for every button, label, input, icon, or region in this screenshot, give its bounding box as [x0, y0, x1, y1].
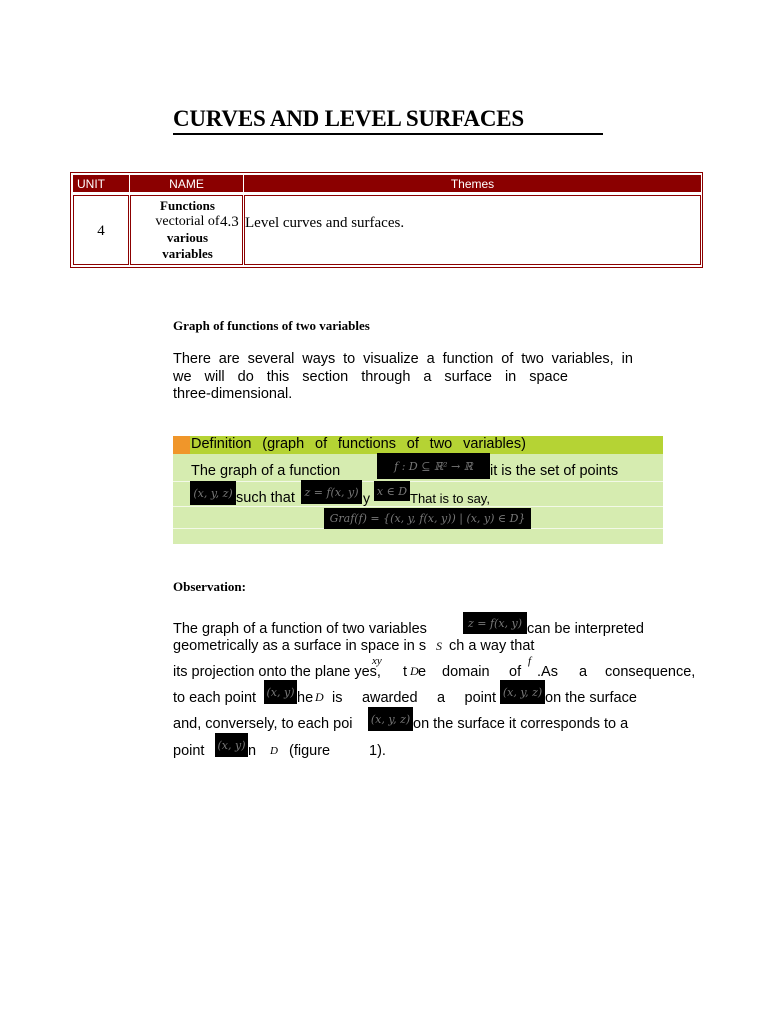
word: section [302, 369, 349, 385]
definition-text: That is to say, [410, 491, 490, 506]
math-symbol: D [410, 664, 419, 678]
formula-image: (x, y, z) [190, 481, 236, 505]
page-title: CURVES AND LEVEL SURFACES [173, 106, 603, 135]
math-symbol: S [436, 639, 442, 653]
word: function [442, 351, 494, 367]
word: visualize [363, 351, 419, 367]
definition-title [191, 436, 526, 453]
observation-text: to each point [173, 690, 257, 706]
word: functions [337, 436, 396, 452]
observation-text: point [173, 743, 205, 759]
formula-image: z = f(x, y) [301, 480, 362, 504]
word: two [521, 351, 544, 367]
unit-cell [73, 195, 129, 265]
observation-text: domain [442, 664, 490, 680]
observation-text: a [579, 664, 588, 680]
unit-number: 4 [97, 223, 105, 239]
formula-image: x ∈ D [374, 481, 410, 501]
observation-text: t [403, 664, 408, 680]
observation-words [332, 690, 496, 707]
observation-text: geometrically as a surface in space in s [173, 638, 427, 654]
observation-text: (figure [289, 743, 331, 759]
word: surface [444, 369, 492, 385]
name-line: Functions [160, 198, 215, 213]
theme-number: 4.3 [220, 214, 239, 230]
formula-image: (x, y) [215, 733, 248, 757]
section-heading: Graph of functions of two variables [173, 318, 370, 333]
word: we [173, 369, 192, 385]
math-symbol: D [270, 745, 278, 757]
word: a [437, 690, 446, 706]
word: ways [302, 351, 336, 367]
observation-text: on the surface it corresponds to a [413, 716, 629, 732]
math-symbol: D [315, 690, 324, 704]
formula-image: (x, y, z) [500, 680, 545, 704]
word: is [332, 690, 343, 706]
observation-text: its projection onto the plane yes, [173, 664, 381, 680]
word: through [361, 369, 411, 385]
word: variables) [463, 436, 526, 452]
word: are [218, 351, 240, 367]
word: in [504, 369, 517, 385]
word: variables, [551, 351, 614, 367]
observation-text: .As [537, 664, 558, 680]
word: space [529, 369, 568, 385]
definition-text: such that [236, 490, 295, 506]
definition-text: y [363, 490, 370, 506]
header-themes: Themes [244, 175, 701, 192]
formula-image: (x, y) [264, 680, 297, 704]
definition-rule [173, 481, 663, 482]
word: this [266, 369, 290, 385]
header-unit: UNIT [73, 175, 129, 192]
word: to [343, 351, 356, 367]
formula-image: z = f(x, y) [463, 612, 527, 634]
header-name: NAME [130, 175, 243, 192]
observation-text: consequence, [605, 664, 696, 680]
observation-heading: Observation: [173, 579, 246, 594]
word: (graph [262, 436, 305, 452]
word: of [406, 436, 419, 452]
name-line: vectorial of [155, 214, 220, 229]
math-symbol: xy [372, 655, 382, 667]
themes-cell [244, 195, 701, 265]
word: of [315, 436, 328, 452]
formula-image: (x, y, z) [368, 707, 413, 731]
observation-text: of [509, 664, 522, 680]
name-line: various [166, 230, 209, 245]
word: do [237, 369, 254, 385]
intro-line-1 [173, 351, 633, 368]
intro-line-3: three-dimensional. [173, 386, 293, 402]
math-symbol: f [528, 655, 532, 667]
observation-text: and, conversely, to each poi [173, 716, 353, 732]
word: two [429, 436, 453, 452]
observation-text: can be interpreted [527, 621, 644, 637]
word: point [464, 690, 496, 706]
observation-text: The graph of a function of two variables [173, 621, 427, 637]
definition-text: it is the set of points [490, 463, 619, 479]
observation-text: ch a way that [449, 638, 535, 654]
formula-image: Graf(f) = {(x, y, f(x, y)) | (x, y) ∈ D} [324, 508, 531, 529]
formula-image: f : D ⊆ ℝ² → ℝ [377, 453, 490, 479]
theme-text: Level curves and surfaces. [245, 215, 405, 231]
observation-text: he [297, 690, 314, 706]
definition-marker [173, 436, 190, 454]
word: a [423, 369, 432, 385]
name-line: variables [162, 246, 213, 261]
unit-table [70, 172, 703, 268]
definition-text: The graph of a function [191, 463, 341, 479]
observation-text: e [418, 664, 427, 680]
word: several [247, 351, 295, 367]
observation-text: on the surface [545, 690, 637, 706]
word: a [426, 351, 435, 367]
word: will [204, 369, 225, 385]
word: awarded [361, 690, 418, 706]
word: of [501, 351, 514, 367]
word: Definition [191, 436, 252, 452]
intro-line-2 [173, 369, 568, 386]
word: There [173, 351, 211, 367]
observation-text: 1). [369, 743, 386, 759]
observation-text: n [248, 743, 257, 759]
word: in [621, 351, 633, 367]
